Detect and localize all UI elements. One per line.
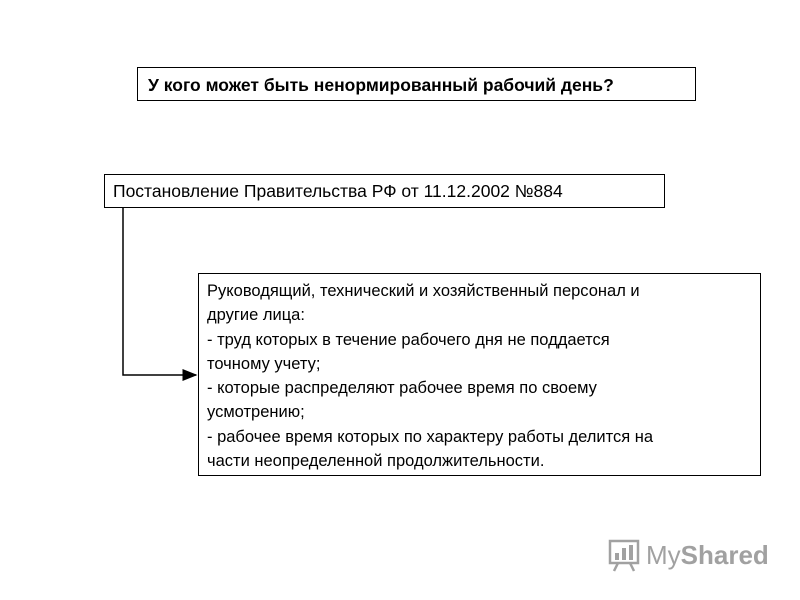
details-line: части неопределенной продолжительности. <box>207 452 545 471</box>
myshared-watermark <box>608 535 778 575</box>
watermark-prefix: My <box>646 539 681 570</box>
watermark-suffix: Shared <box>680 539 769 570</box>
details-line: - рабочее время которых по характеру работы делится на <box>207 427 654 446</box>
details-box <box>198 273 761 476</box>
details-line: другие лица: <box>207 306 305 325</box>
details-line: Руководящий, технический и хозяйственный персонал и <box>207 282 640 300</box>
decree-text: Постановление Правительства РФ от 11.12.2002 №884 <box>113 181 563 201</box>
details-line: точному учету; <box>207 354 321 373</box>
presentation-chart-icon <box>608 537 640 573</box>
watermark-text <box>646 540 769 571</box>
arrow-line <box>123 208 196 375</box>
details-line: - которые распределяют рабочее время по своему <box>207 379 597 398</box>
details-line: - труд которых в течение рабочего дня не поддается <box>207 330 610 349</box>
question-title: У кого может быть ненормированный рабочий день? <box>148 75 614 95</box>
details-line: усмотрению; <box>207 403 305 422</box>
